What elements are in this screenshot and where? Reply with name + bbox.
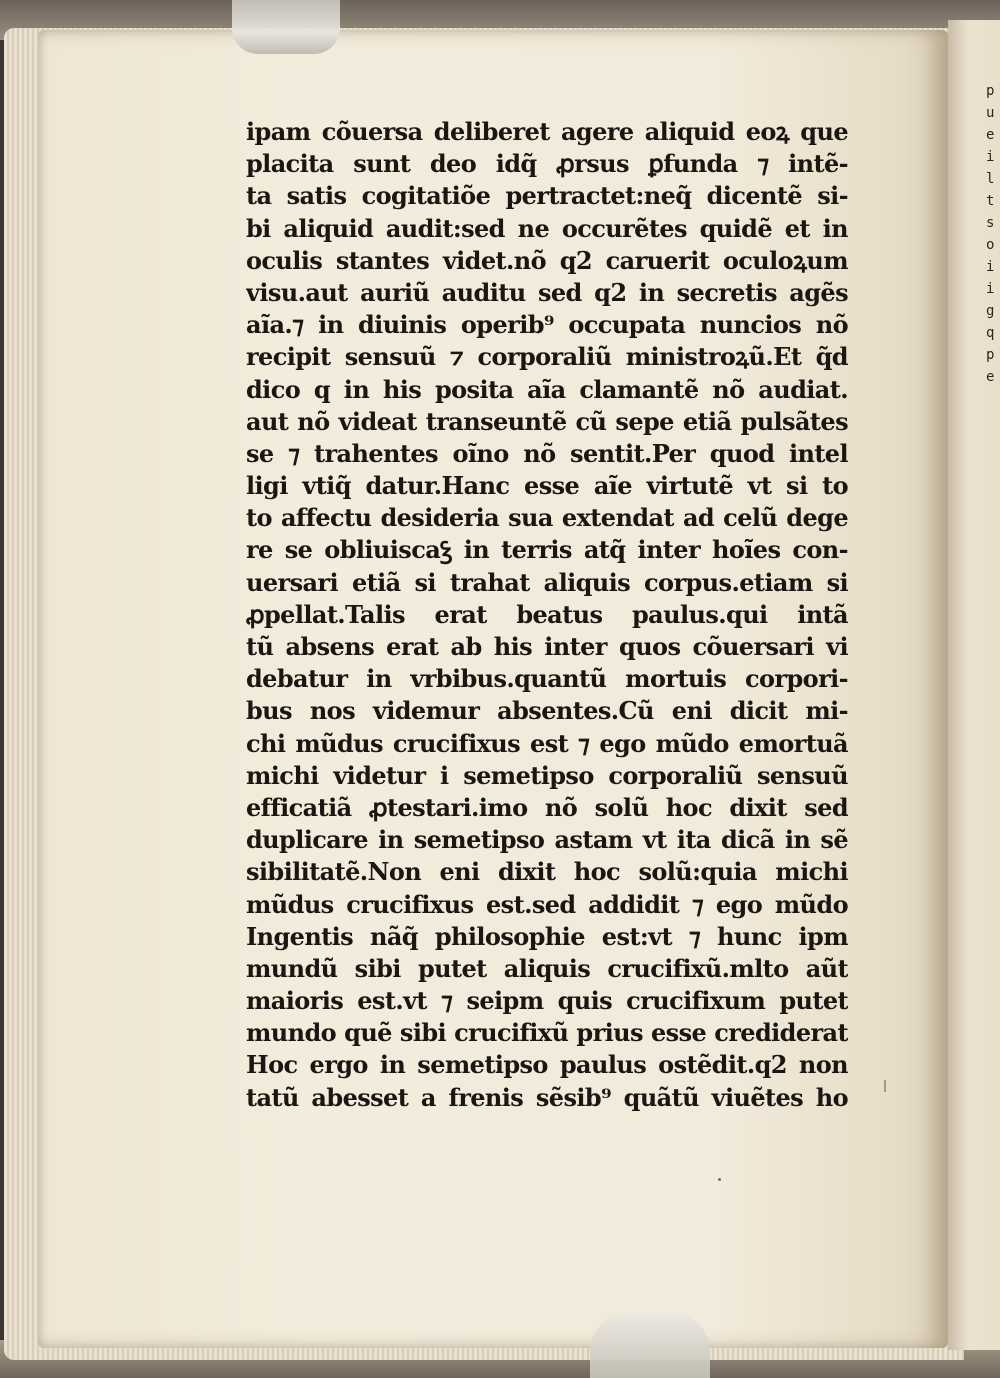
text-line: Hoc ergo in semetipso paulus ostẽdit.q2 non (246, 1050, 848, 1080)
text-line: tatũ abesset a frenis sẽsib⁹ quãtũ viuẽtes ho (246, 1082, 848, 1112)
text-line: maioris est.vt ⁊ seipm quis crucifixum putet (246, 986, 848, 1016)
text-line: dico q in his posita aĩa clamantẽ nõ audiat. (246, 374, 848, 404)
text-line: chi mũdus crucifixus est ⁊ ego mũdo emortuã (246, 728, 848, 758)
text-line: oculis stantes videt.nõ q2 caruerit oculoꝝum (246, 245, 848, 275)
ink-speck (718, 1178, 721, 1181)
text-line: aĩa.⁊ in diuinis operib⁹ occupata nuncios nõ (246, 310, 848, 340)
facing-page-text: pueiltsoiigqpe (986, 83, 995, 385)
text-line: duplicare in semetipso astam vt ita dicã in sẽ (246, 825, 848, 855)
text-line: sibilitatẽ.Non eni dixit hoc solũ:quia michi (246, 857, 848, 887)
page-text-block (246, 116, 848, 1114)
text-line: bi aliquid audit:sed ne occurẽtes quidẽ et in (246, 213, 848, 243)
text-line: ꝓpellat.Talis erat beatus paulus.qui intã (246, 599, 848, 629)
text-line: mũdus crucifixus est.sed addidit ⁊ ego mũdo (246, 889, 848, 919)
ink-speck (884, 1080, 886, 1092)
text-line: ligi vtiq̃ datur.Hanc esse aĩe virtutẽ vt si to (246, 471, 848, 501)
text-line: uersari etiã si trahat aliquis corpus.etiam si (246, 567, 848, 597)
bottom-clip (590, 1312, 710, 1378)
text-line: visu.aut auriũ auditu sed q2 in secretis agẽs (246, 277, 848, 307)
text-line: Ingentis nãq̃ philosophie est:vt ⁊ hunc ipm (246, 921, 848, 951)
text-line: ta satis cogitatiõe pertractet:neq̃ dicentẽ si- (246, 181, 848, 211)
text-line: tũ absens erat ab his inter quos cõuersari vi (246, 632, 848, 661)
top-clip (232, 0, 340, 54)
text-line: to affectu desideria sua extendat ad celũ dege (246, 503, 848, 533)
text-line: bus nos videmur absentes.Cũ eni dicit mi- (246, 696, 848, 726)
text-line: michi videtur i semetipso corporaliũ sensuũ (246, 760, 848, 790)
text-line: recipit sensuũ ⁊ corporaliũ ministroꝝũ.Et q̃d (246, 342, 848, 372)
text-line: placita sunt deo idq̃ ꝓrsus ꝑfunda ⁊ intẽ- (246, 149, 848, 179)
text-line: se ⁊ trahentes oĩno nõ sentit.Per quod intel (246, 438, 848, 468)
text-line: debatur in vrbibus.quantũ mortuis corpori- (246, 664, 848, 694)
text-line: mundo quẽ sibi crucifixũ prius esse crediderat (246, 1018, 848, 1048)
text-line: aut nõ videat transeuntẽ cũ sepe etiã pulsãtes (246, 406, 848, 436)
text-line: ipam cõuersa deliberet agere aliquid eoꝝ que (246, 117, 848, 146)
text-line: efficatiã ꝓtestari.imo nõ solũ hoc dixit sed (246, 792, 848, 822)
text-line: mundũ sibi putet aliquis crucifixũ.mlto aũt (246, 953, 848, 983)
text-line: re se obliuiscaꝣ in terris atq̃ inter hoĩes con- (246, 535, 848, 565)
